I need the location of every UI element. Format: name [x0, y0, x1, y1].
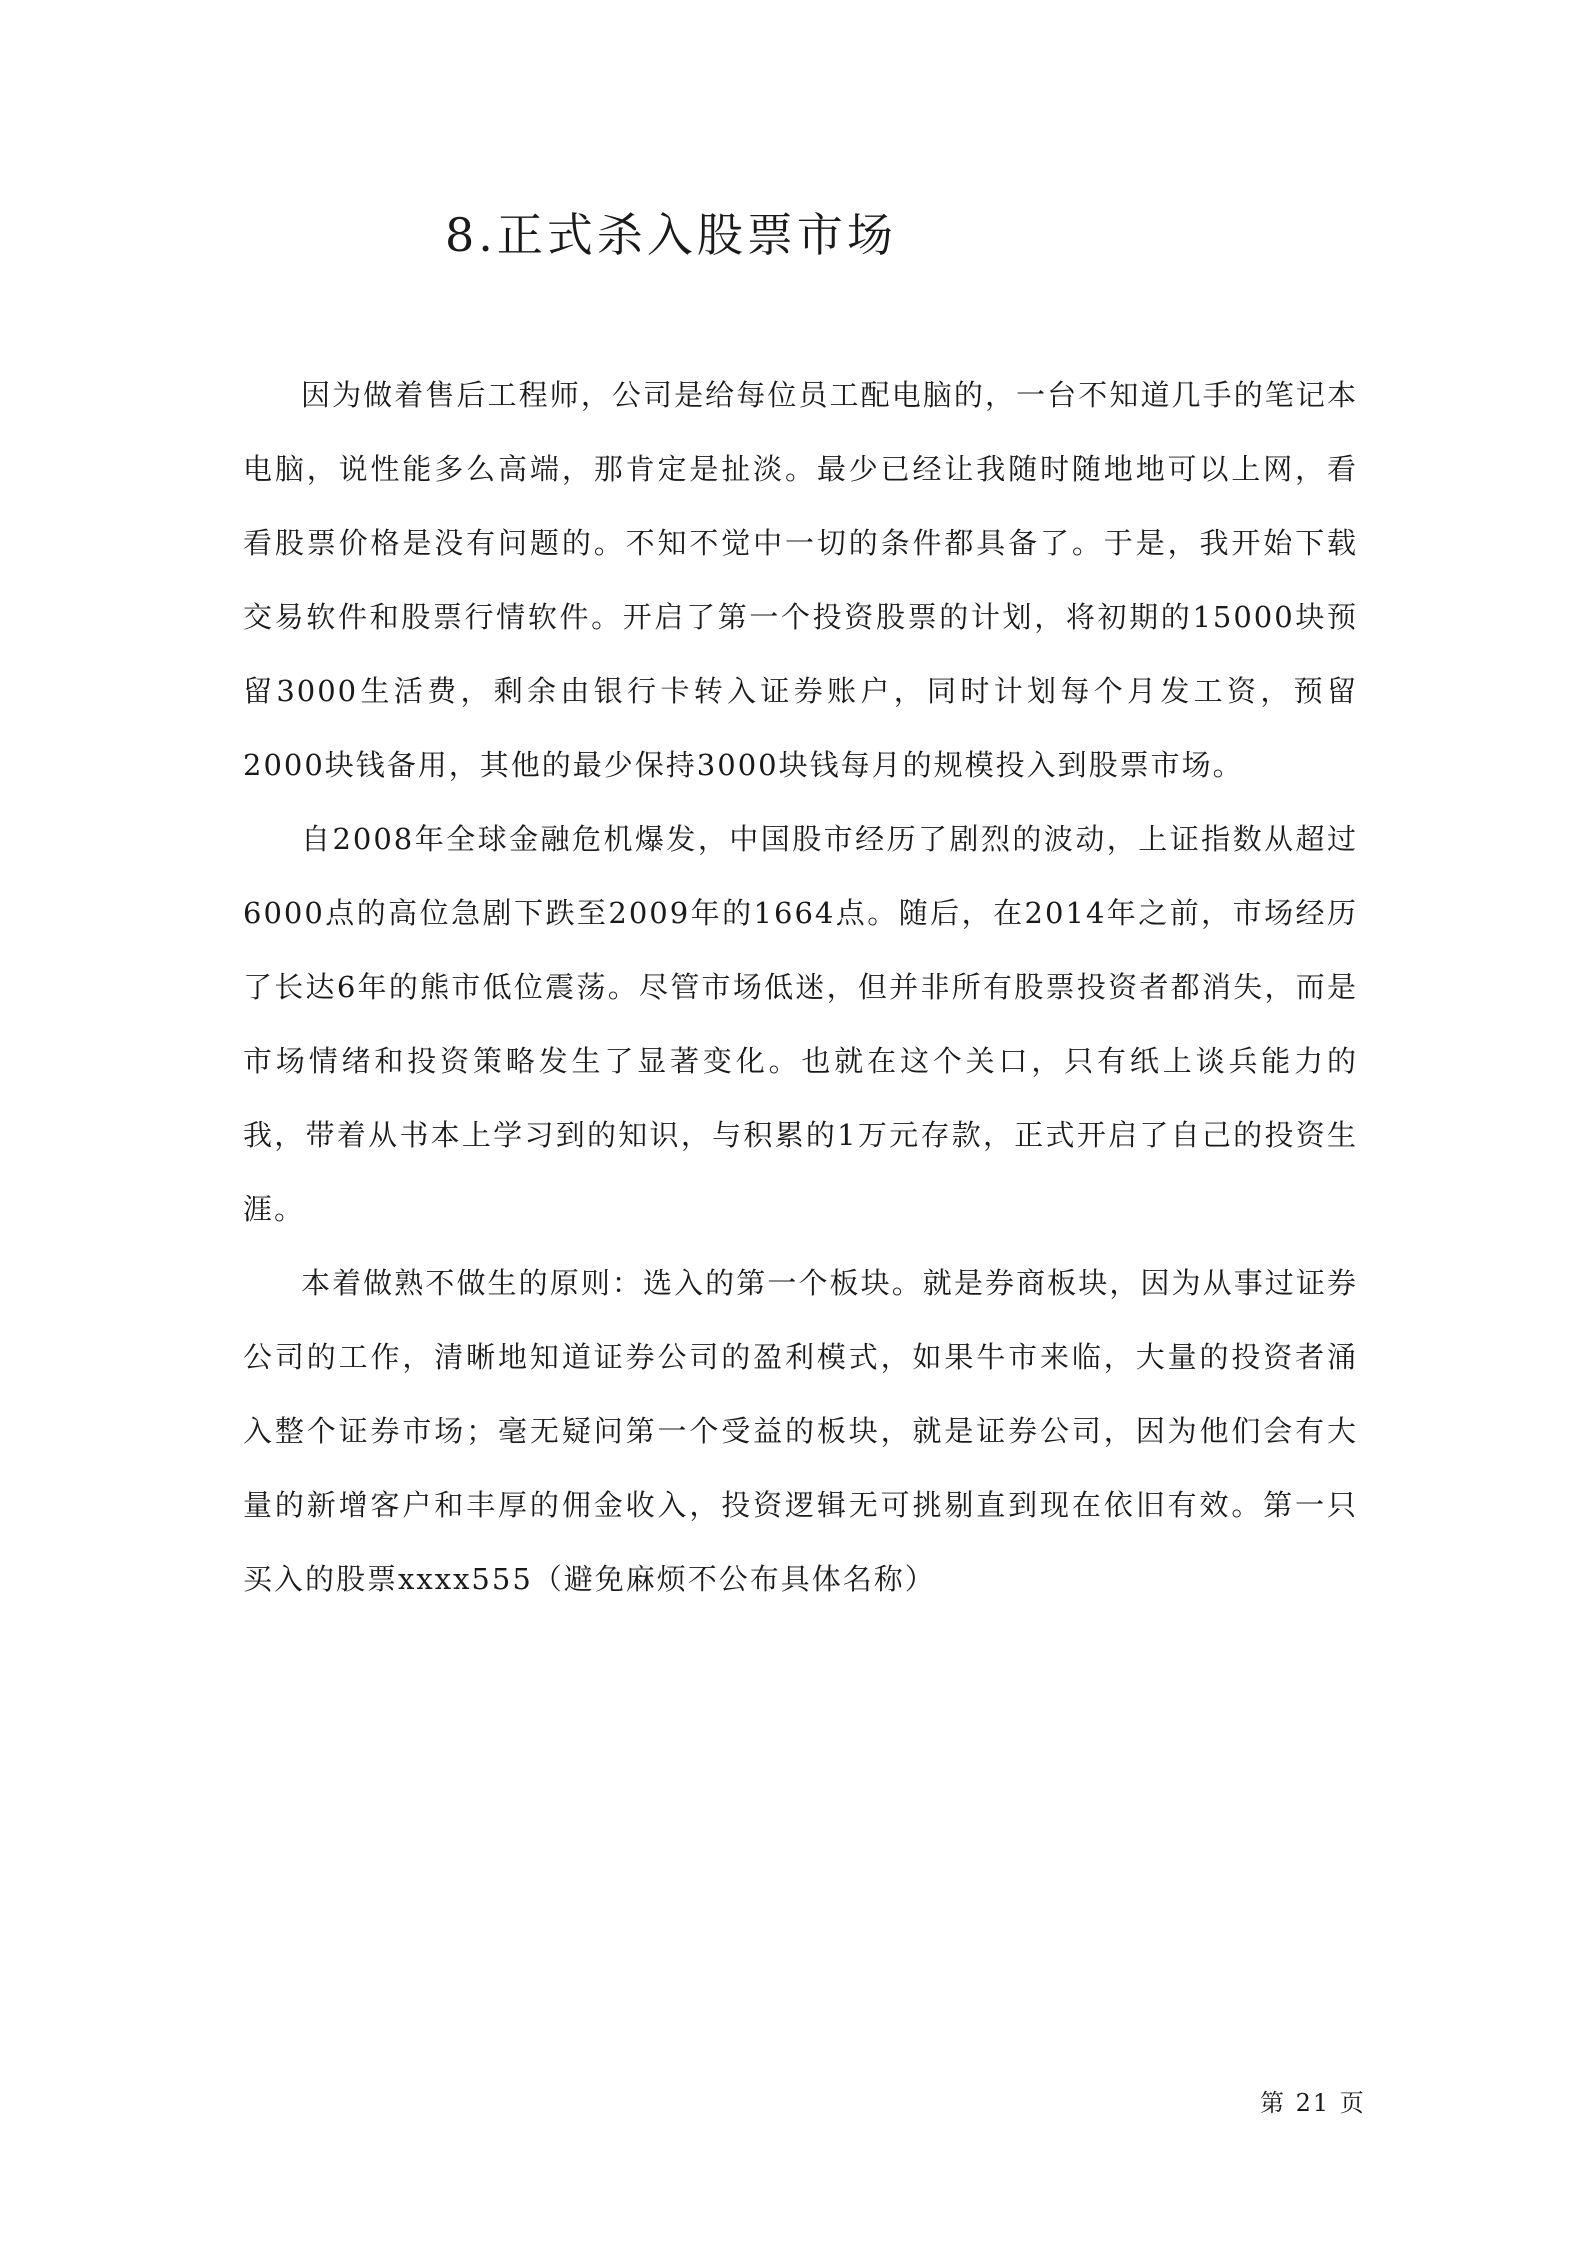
- page-title: 8.正式杀入股票市场: [445, 208, 897, 262]
- document-body: [243, 358, 1358, 1616]
- paragraph-2: 自2008年全球金融危机爆发，中国股市经历了剧烈的波动，上证指数从超过6000点的高位急剧下跌至2009年的1664点。随后，在2014年之前，市场经历了长达6年的熊市低位震荡。尽管市场低迷，但并非所有股票投资者都消失，而是市场情绪和投资策略发生了显著变化。也就在这个关口，只有纸上谈兵能力的我，带着从书本上学习到的知识，与积累的1万元存款，正式开启了自己的投资生涯。: [243, 822, 1358, 1226]
- paragraph-3: 本着做熟不做生的原则：选入的第一个板块。就是券商板块，因为从事过证券公司的工作，清晰地知道证券公司的盈利模式，如果牛市来临，大量的投资者涌入整个证券市场；毫无疑问第一个受益的板块，就是证券公司，因为他们会有大量的新增客户和丰厚的佣金收入，投资逻辑无可挑剔直到现在依旧有效。第一只买入的股票xxxx555（避免麻烦不公布具体名称）: [243, 1266, 1358, 1596]
- paragraph-1: 因为做着售后工程师，公司是给每位员工配电脑的，一台不知道几手的笔记本电脑，说性能多么高端，那肯定是扯淡。最少已经让我随时随地地可以上网，看看股票价格是没有问题的。不知不觉中一切的条件都具备了。于是，我开始下载交易软件和股票行情软件。开启了第一个投资股票的计划，将初期的15000块预留3000生活费，剩余由银行卡转入证券账户，同时计划每个月发工资，预留2000块钱备用，其他的最少保持3000块钱每月的规模投入到股票市场。: [243, 378, 1358, 782]
- page-number: 第 21 页: [1260, 2089, 1366, 2117]
